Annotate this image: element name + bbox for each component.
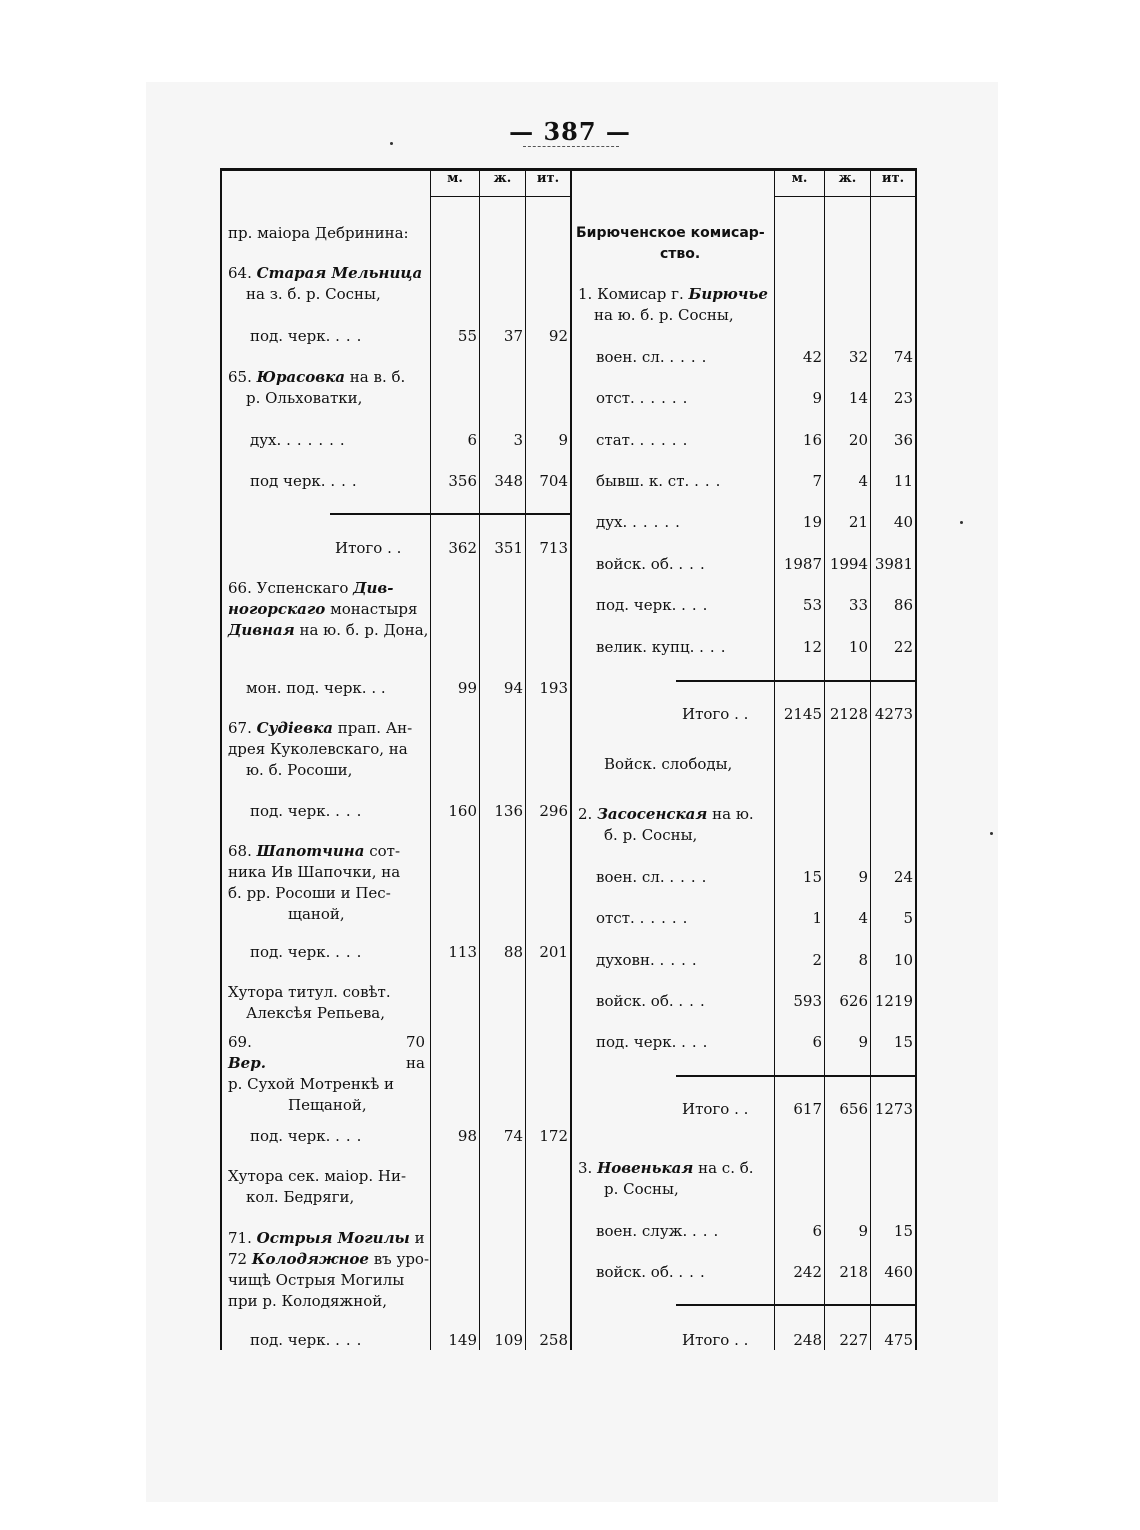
col-rule [774,168,775,1350]
category-label: дух. ..... [596,513,686,531]
category-label: воен. сл. .... [596,348,713,366]
value-m: 6 [812,1033,822,1051]
total-zh: 227 [839,1331,868,1349]
category-label: дух. ...... [250,431,351,449]
value-zh: 4 [858,472,868,490]
category-label: отст. ..... [596,909,694,927]
value-zh: 37 [503,327,523,345]
value-zh: 10 [848,638,868,656]
value-it: 86 [893,596,913,614]
total-rule [676,680,917,682]
category-label: под. черк. ... [250,1127,368,1145]
value-m: 12 [802,638,822,656]
total-rule [330,513,570,515]
header-zh: ж. [838,171,857,186]
value-it: 296 [539,802,568,820]
entry-location: б. р. Сосны, [604,826,698,844]
value-m: 149 [448,1331,477,1349]
col-rule [570,168,572,1350]
total-rule [676,1075,917,1077]
entry-location: на з. б. р. Сосны, [246,285,381,303]
value-m: 242 [793,1263,822,1281]
ink-spot [990,832,993,835]
total-m: 248 [793,1331,822,1349]
value-m: 6 [467,431,477,449]
header-m: м. [791,171,808,186]
entry-69-na: на [406,1054,425,1072]
value-m: 16 [802,431,822,449]
total-zh: 351 [494,539,523,557]
value-zh: 109 [494,1331,523,1349]
value-zh: 136 [494,802,523,820]
value-m: 98 [457,1127,477,1145]
value-it: 40 [893,513,913,531]
category-label: под. черк. ... [250,1331,368,1349]
value-m: 99 [457,679,477,697]
total-zh: 2128 [829,705,868,723]
value-m: 1987 [783,555,822,573]
value-it: 10 [893,951,913,969]
header-it: ит. [536,171,560,186]
value-it: 22 [893,638,913,656]
entry-71-line4: при р. Колодяжной, [228,1292,387,1310]
category-label: под. черк. ... [250,943,368,961]
value-m: 6 [812,1222,822,1240]
entry-66-line3: Дивная на ю. б. р. Дона, [228,621,429,639]
page-number-underline [523,146,619,147]
total-m: 617 [793,1100,822,1118]
value-it: 3981 [874,555,913,573]
entry-69-line3: р. Сухой Мотренкѣ и [228,1075,395,1093]
header-m: м. [447,171,463,186]
value-zh: 14 [848,389,868,407]
value-it: 258 [539,1331,568,1349]
ink-spot [390,142,393,145]
farm-heading-line2: кол. Бедряги, [246,1188,355,1206]
category-label: под черк. ... [250,472,363,490]
value-it: 15 [893,1033,913,1051]
value-zh: 9 [858,1033,868,1051]
value-it: 74 [893,348,913,366]
value-m: 53 [802,596,822,614]
total-label: Итого . . [682,1331,749,1349]
col-rule [870,168,871,1350]
value-zh: 9 [858,1222,868,1240]
value-zh: 94 [503,679,523,697]
total-it: 4273 [874,705,913,723]
section-heading: Бирюченское комисар- [576,225,765,241]
entry-67-line2: дрея Куколевскаго, на [228,740,408,758]
value-it: 23 [893,389,913,407]
entry-location: на ю. б. р. Сосны, [594,306,734,324]
value-it: 201 [539,943,568,961]
value-m: 55 [457,327,477,345]
entry-68-line2: ника Ив Шапочки, на [228,863,401,881]
entry-location: р. Ольховатки, [246,389,363,407]
header-it: ит. [881,171,905,186]
value-zh: 9 [858,868,868,886]
population-table [220,168,917,1350]
category-label: под. черк. ... [250,327,368,345]
col-rule [824,168,825,1350]
value-m: 15 [802,868,822,886]
total-label: Итого . . [682,1100,749,1118]
total-label: Итого . . [335,539,402,557]
ink-spot [960,521,963,524]
category-label: отст. ..... [596,389,694,407]
value-zh: 74 [503,1127,523,1145]
value-it: 24 [893,868,913,886]
category-label: бывш. к. ст. ... [596,472,727,490]
value-zh: 21 [848,513,868,531]
value-m: 2 [812,951,822,969]
entry-71: 71. Острыя Могилы и [228,1229,425,1247]
entry-72: 72 Колодяжное въ уро- [228,1250,430,1268]
value-it: 193 [539,679,568,697]
value-it: 92 [548,327,568,345]
category-label: войск. об. ... [596,992,711,1010]
value-zh: 20 [848,431,868,449]
entry-1: 1. Комисар г. Бирючье [578,285,768,303]
entry-3: 3. Новенькая на с. б. [578,1159,754,1177]
category-label: под. черк. ... [250,802,368,820]
farm-heading: Хутора титул. совѣт. [228,983,391,1001]
value-it: 9 [558,431,568,449]
value-zh: 32 [848,348,868,366]
table-left-rule [220,168,222,1350]
value-zh: 8 [858,951,868,969]
value-m: 9 [812,389,822,407]
table-right-rule [915,168,917,1350]
entry-66: 66. Успенскаго Див- [228,579,394,597]
entry-67-line3: ю. б. Росоши, [246,761,353,779]
value-m: 7 [812,472,822,490]
category-label: стат. ..... [596,431,694,449]
total-label: Итого . . [682,705,749,723]
value-it: 1219 [874,992,913,1010]
total-it: 1273 [874,1100,913,1118]
entry-69-number: 69. [228,1033,252,1051]
entry-66-line2: ногорскаго монастыря [228,600,418,618]
category-label: под. черк. ... [596,1033,714,1051]
category-label: войск. об. ... [596,555,711,573]
total-m: 362 [448,539,477,557]
entry-69-name: Вер. [228,1054,266,1072]
value-it: 704 [539,472,568,490]
section-heading-line2: ство. [660,246,701,262]
entry-location: р. Сосны, [604,1180,679,1198]
entry-68: 68. Шапотчина сот- [228,842,401,860]
category-label: велик. купц. ... [596,638,732,656]
value-zh: 4 [858,909,868,927]
value-zh: 3 [513,431,523,449]
value-zh: 33 [848,596,868,614]
category-label: мон. под. черк. . . [246,679,386,697]
value-it: 11 [893,472,913,490]
total-it: 713 [539,539,568,557]
subsection-heading: Войск. слободы, [604,755,733,773]
value-m: 113 [448,943,477,961]
value-m: 19 [802,513,822,531]
value-it: 36 [893,431,913,449]
category-label: войск. об. ... [596,1263,711,1281]
value-m: 356 [448,472,477,490]
value-m: 1 [812,909,822,927]
value-m: 42 [802,348,822,366]
category-label: под. черк. ... [596,596,714,614]
page-number: — 387 — [509,117,631,146]
entry-65: 65. Юрасовка на в. б. [228,368,406,386]
value-m: 593 [793,992,822,1010]
category-label: воен. служ. ... [596,1222,725,1240]
value-zh: 1994 [829,555,868,573]
value-it: 460 [884,1263,913,1281]
total-zh: 656 [839,1100,868,1118]
entry-70-number: 70 [406,1033,426,1051]
total-m: 2145 [783,705,822,723]
category-label: духовн. .... [596,951,703,969]
total-it: 475 [884,1331,913,1349]
entry-64: 64. Старая Мельница [228,264,423,282]
header-rule [774,196,917,197]
entry-71-line3: чищѣ Острыя Могилы [228,1271,405,1289]
value-it: 172 [539,1127,568,1145]
value-it: 15 [893,1222,913,1240]
farm-heading-line2: Алексѣя Репьева, [246,1004,385,1022]
value-m: 160 [448,802,477,820]
value-it: 5 [903,909,913,927]
header-zh: ж. [493,171,512,186]
category-label: воен. сл. .... [596,868,713,886]
value-zh: 348 [494,472,523,490]
entry-68-line4: щаной, [288,905,345,923]
entry-68-line3: б. рр. Росоши и Пес- [228,884,391,902]
entry-2: 2. Засосенская на ю. [578,805,754,823]
value-zh: 88 [503,943,523,961]
farm-heading: Хутора сек. маіор. Ни- [228,1167,407,1185]
section-heading: пр. маіора Дебринина: [228,224,409,242]
value-zh: 218 [839,1263,868,1281]
total-rule [676,1304,917,1306]
header-rule [430,196,570,197]
entry-69-line4: Пещаной, [288,1096,367,1114]
entry-67: 67. Судіевка прап. Ан- [228,719,413,737]
value-zh: 626 [839,992,868,1010]
